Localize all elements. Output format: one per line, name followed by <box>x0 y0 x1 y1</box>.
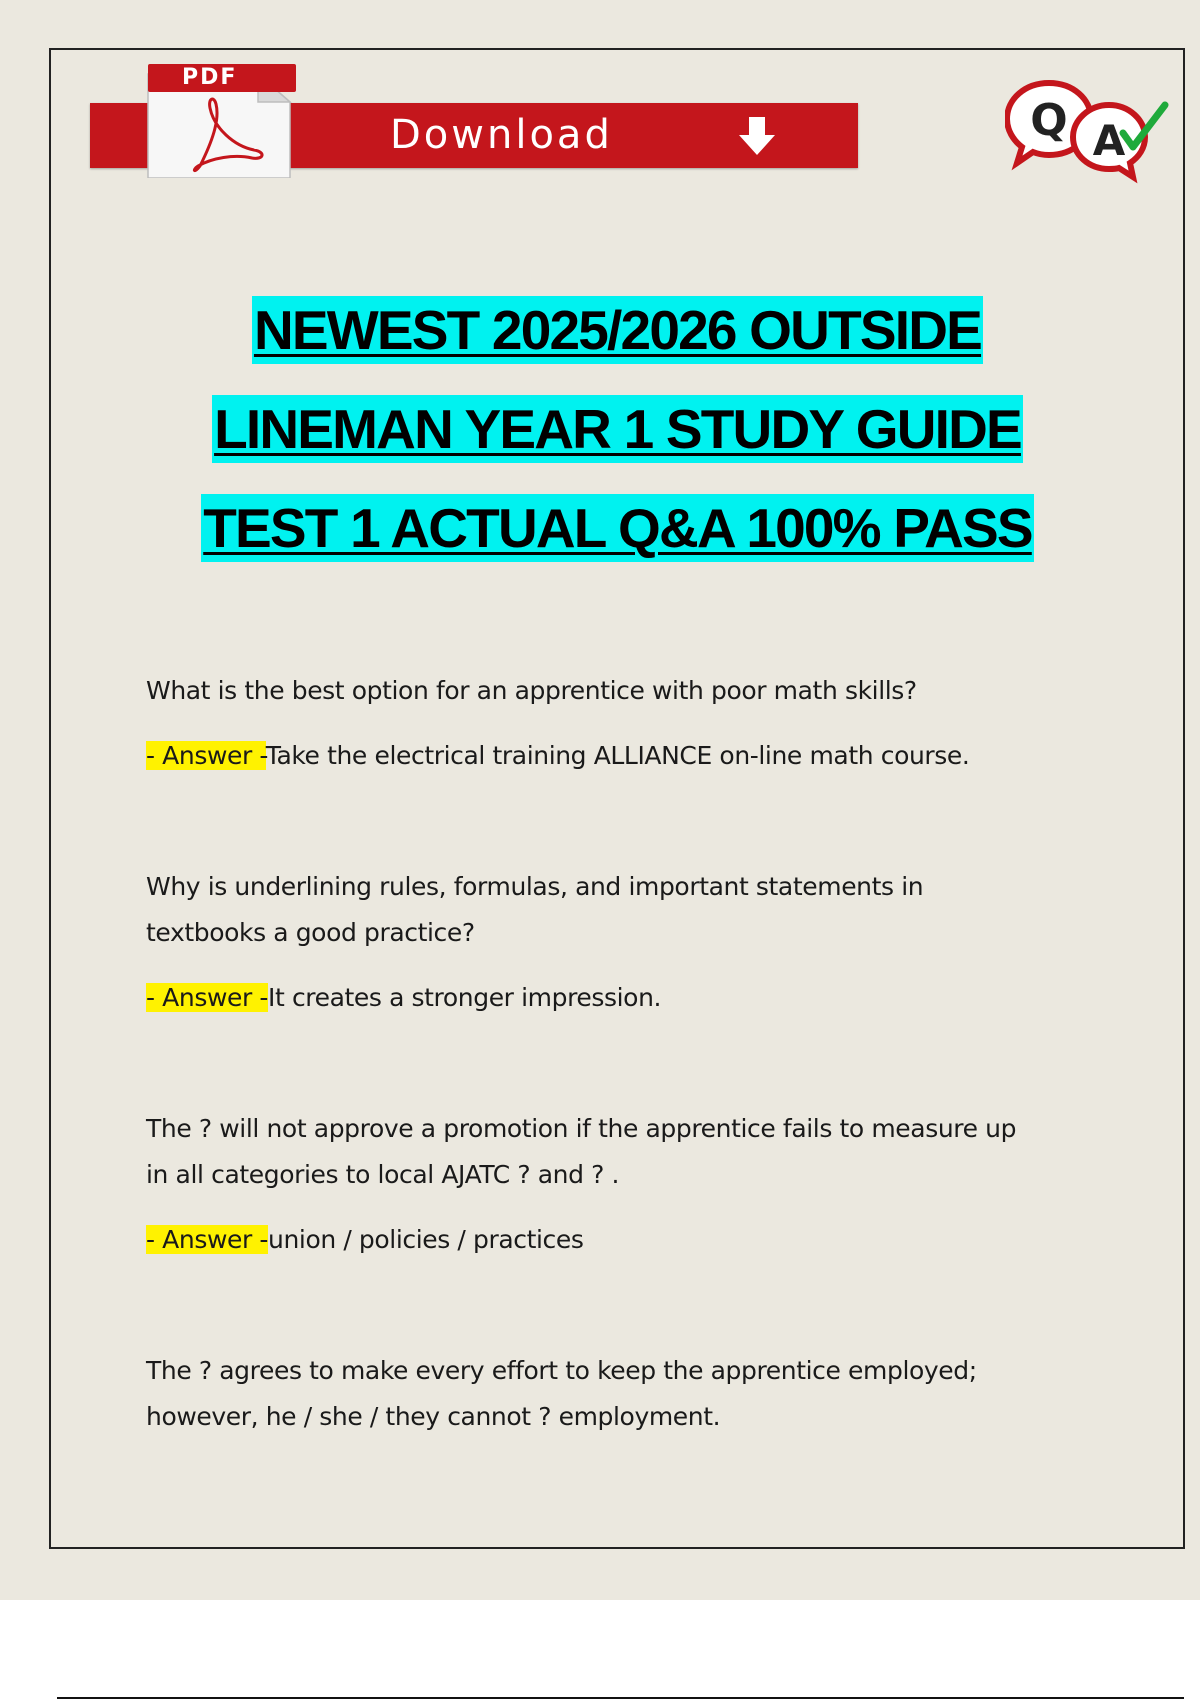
question-text: The ? will not approve a promotion if the apprentice fails to measure up in all categories to local AJATC ? and ? . <box>146 1114 1017 1189</box>
qa-item <box>146 668 1106 779</box>
qa-logo-a: A <box>1092 116 1126 165</box>
title-line-3: TEST 1 ACTUAL Q&A 100% PASS <box>201 494 1034 562</box>
title-line-1: NEWEST 2025/2026 OUTSIDE <box>252 296 983 364</box>
qa-item <box>146 864 1106 1021</box>
qa-logo-q: Q <box>1030 95 1068 146</box>
question-text: Why is underlining rules, formulas, and important statements in textbooks a good practice? <box>146 872 924 947</box>
answer-line <box>146 1217 1106 1263</box>
qa-item <box>146 1348 1106 1440</box>
pdf-document-icon <box>142 62 292 178</box>
document-frame <box>49 48 1185 1549</box>
download-arrow-icon[interactable] <box>735 115 779 159</box>
answer-prefix: - Answer - <box>146 983 269 1012</box>
title-line-2: LINEMAN YEAR 1 STUDY GUIDE <box>212 395 1023 463</box>
page-divider <box>57 1697 1184 1699</box>
download-banner[interactable] <box>90 60 860 180</box>
answer-line <box>146 733 1106 779</box>
qa-item <box>146 1106 1106 1263</box>
answer-text: It creates a stronger impression. <box>268 983 662 1012</box>
answer-prefix: - Answer - <box>146 1225 269 1254</box>
answer-text: Take the electrical training ALLIANCE on-line math course. <box>265 741 970 770</box>
question-text: What is the best option for an apprentice with poor math skills? <box>146 676 917 705</box>
pdf-label: PDF <box>148 64 296 92</box>
qa-logo <box>1005 75 1175 185</box>
question-text: The ? agrees to make every effort to keep the apprentice employed; however, he / she / they cannot ? employment. <box>146 1356 977 1431</box>
answer-text: union / policies / practices <box>268 1225 584 1254</box>
answer-line <box>146 975 1106 1021</box>
document-title <box>60 296 1175 593</box>
download-label[interactable]: Download <box>390 112 613 158</box>
answer-prefix: - Answer - <box>146 741 266 770</box>
